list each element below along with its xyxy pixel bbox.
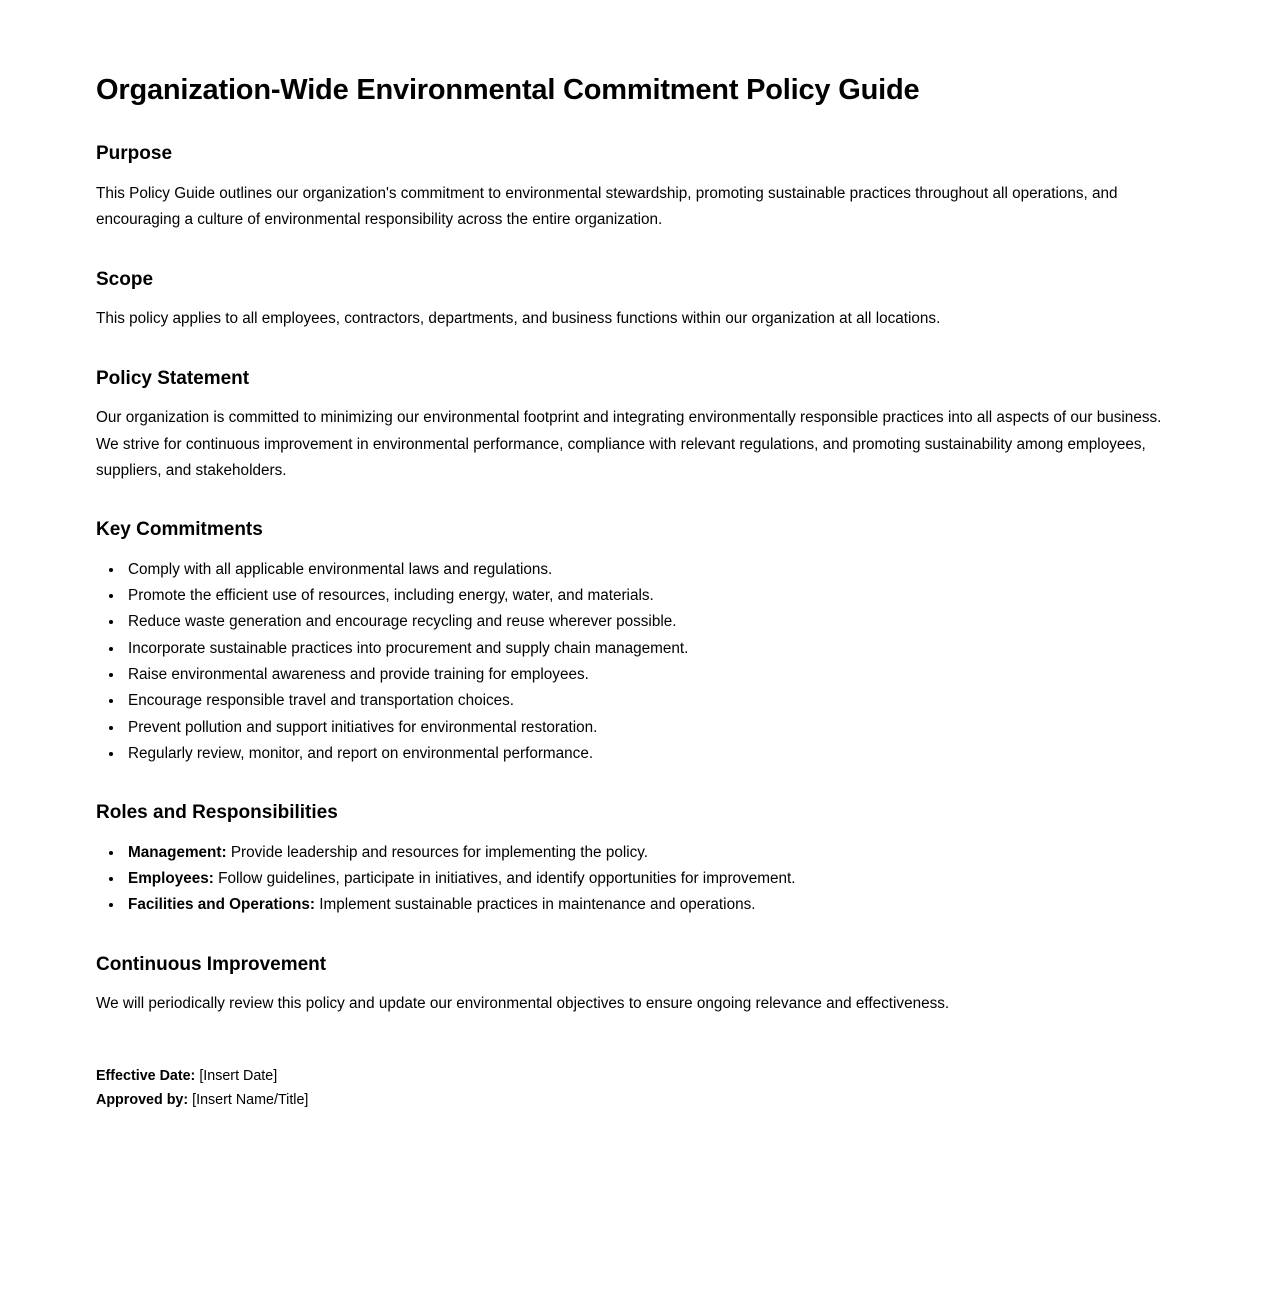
section-heading-key-commitments: Key Commitments	[96, 519, 263, 541]
section-text-policy-statement: Our organization is committed to minimizing our environmental footprint and integrating environmentally responsible practices into all aspects of our business. We strive for continuous improvement in environmental performance, compliance with relevant regulations, and promoting sustainability among employees, suppliers, and stakeholders.	[96, 409, 1162, 479]
list-item: • Regularly review, monitor, and report on environmental performance.	[124, 741, 1182, 767]
list-item: • Reduce waste generation and encourage recycling and reuse wherever possible.	[124, 609, 1182, 635]
section-heading-policy-statement: Policy Statement	[96, 367, 250, 389]
signoff-block	[96, 1064, 1182, 1113]
section-key-commitments	[96, 518, 1182, 767]
effective-date-value: [Insert Date]	[199, 1067, 278, 1084]
role-text: Implement sustainable practices in maintenance and operations.	[319, 896, 756, 914]
page-title: Organization-Wide Environmental Commitment Policy Guide	[96, 74, 920, 106]
section-heading-continuous-improvement: Continuous Improvement	[96, 953, 327, 975]
section-text-continuous-improvement: We will periodically review this policy and update our environmental objectives to ensure ongoing relevance and effectiveness.	[96, 995, 950, 1013]
roles-list	[96, 840, 1182, 919]
section-purpose	[96, 142, 1182, 233]
section-text-purpose: This Policy Guide outlines our organization's commitment to environmental stewardship, promoting sustainable practices throughout all operations, and encouraging a culture of environmental responsibility across the entire organization.	[96, 184, 1118, 229]
role-label: Employees:	[128, 870, 214, 888]
key-commitments-list	[96, 557, 1182, 767]
effective-date-label: Effective Date:	[96, 1067, 196, 1084]
list-item	[124, 840, 1182, 866]
section-heading-purpose: Purpose	[96, 143, 173, 165]
role-label: Facilities and Operations:	[128, 896, 316, 914]
role-text: Provide leadership and resources for implementing the policy.	[230, 843, 649, 861]
list-item	[124, 892, 1182, 918]
section-text-scope: This policy applies to all employees, contractors, departments, and business functions within our organization at all locations.	[96, 310, 941, 328]
approved-by-row	[96, 1088, 1182, 1112]
section-heading-roles-responsibilities: Roles and Responsibilities	[96, 802, 338, 824]
approved-by-label: Approved by:	[96, 1092, 189, 1109]
effective-date-row	[96, 1064, 1182, 1088]
list-item: • Incorporate sustainable practices into procurement and supply chain management.	[124, 636, 1182, 662]
section-roles-responsibilities	[96, 801, 1182, 919]
role-text: Follow guidelines, participate in initiatives, and identify opportunities for improvement.	[218, 870, 796, 888]
section-continuous-improvement	[96, 953, 1182, 1018]
list-item: • Encourage responsible travel and transportation choices.	[124, 688, 1182, 714]
section-scope	[96, 268, 1182, 333]
list-item: • Raise environmental awareness and provide training for employees.	[124, 662, 1182, 688]
list-item	[124, 866, 1182, 892]
list-item: • Comply with all applicable environmental laws and regulations.	[124, 557, 1182, 583]
approved-by-value: [Insert Name/Title]	[192, 1092, 309, 1109]
section-policy-statement	[96, 367, 1182, 485]
section-heading-scope: Scope	[96, 268, 154, 290]
list-item: • Promote the efficient use of resources, including energy, water, and materials.	[124, 583, 1182, 609]
list-item: • Prevent pollution and support initiatives for environmental restoration.	[124, 715, 1182, 741]
role-label: Management:	[128, 843, 227, 861]
